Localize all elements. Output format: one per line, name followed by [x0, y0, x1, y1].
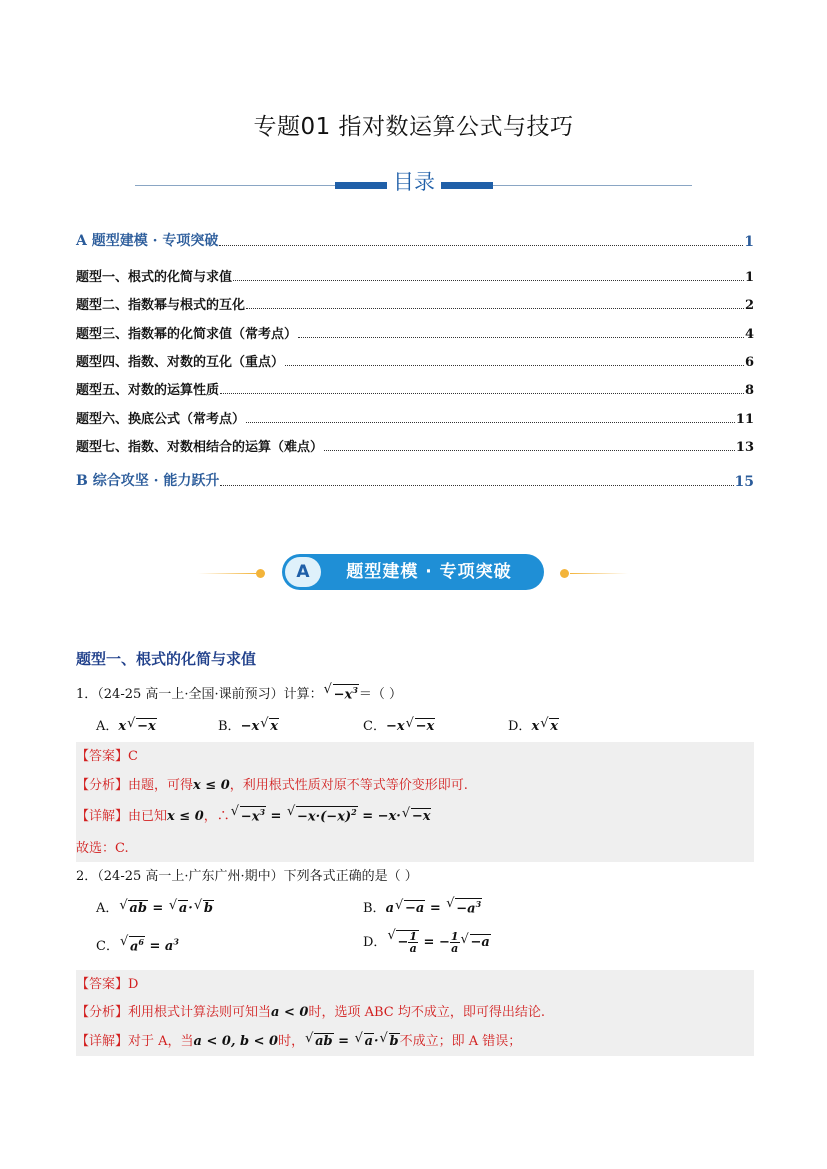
q1-stem-text: 1．（24-25 高一上·全国·课前预习）计算：	[76, 687, 323, 702]
toc-entry-text: 题型五、对数的运算性质	[76, 383, 220, 398]
section-title: 题型一、根式的化简与求值	[76, 650, 257, 668]
toc-entry-text: A 题型建模 · 专项突破	[76, 233, 219, 249]
toc-entry-page: 13	[735, 440, 754, 455]
toc-entry-text: 题型二、指数幂与根式的互化	[76, 298, 246, 313]
q2-option-d[interactable]: D．√ − $\frac{1}{a}$ = − $\frac{1}{a}$ √ −a	[363, 930, 491, 954]
toc-entry-text: 题型三、指数幂的化简求值（常考点）	[76, 327, 298, 342]
toc-entry[interactable]	[76, 323, 754, 342]
q1-detail: 【详解】由已知x ≤ 0，∴√ $-x^3$ = √ $-x\cdot(-x)^2 = -x\cdot√ -x$	[76, 805, 431, 824]
q1-conclusion: 故选：C.	[76, 841, 129, 856]
toc-entry-page: 1	[744, 270, 754, 285]
question-2-stem: 2．（24-25 高一上·广东广州·期中）下列各式正确的是（ ）	[76, 869, 418, 884]
section-banner	[198, 552, 628, 592]
banner-badge: A	[285, 557, 321, 587]
toc-entry[interactable]	[76, 294, 754, 313]
banner-text: 题型建模 · 专项突破	[346, 562, 512, 582]
banner-pill	[282, 554, 544, 590]
q1-analysis: 【分析】由题，可得x ≤ 0，利用根式性质对原不等式等价变形即可.	[76, 778, 468, 793]
toc-entry[interactable]	[76, 408, 754, 427]
toc-entry-text: 题型一、根式的化简与求值	[76, 270, 233, 285]
q1-option-d[interactable]: D．x√ x	[508, 715, 559, 734]
q1-stem-tail: ＝（ ）	[358, 687, 403, 702]
toc-entry-page: 15	[734, 474, 754, 490]
q2-answer: 【答案】D	[76, 977, 139, 992]
q1-answer-block	[76, 742, 754, 862]
toc-entry-page: 2	[744, 298, 754, 313]
q2-detail: 【详解】对于 A，当a < 0, b < 0时，√ ab = √ a·√ b不成立；即 A 错误；	[76, 1030, 521, 1049]
toc-entry-text: 题型七、指数、对数相结合的运算（难点）	[76, 440, 324, 455]
toc-entry-page: 8	[744, 383, 754, 398]
toc-entry-page: 4	[744, 327, 754, 342]
toc-entry[interactable]	[76, 230, 754, 250]
q1-option-b[interactable]: B．−x√ x	[218, 715, 279, 734]
toc-entry[interactable]	[76, 266, 754, 285]
page-title: 专题01 指对数运算公式与技巧	[253, 114, 574, 140]
toc-entry[interactable]	[76, 379, 754, 398]
q1-option-a[interactable]: A．x√ −x	[96, 715, 157, 734]
q2-analysis: 【分析】利用根式计算法则可知当a < 0时，选项 ABC 均不成立，即可得出结论.	[76, 1005, 545, 1020]
q2-option-c[interactable]: C．√ $a^6 = a^3$	[96, 935, 179, 954]
q2-option-a[interactable]: A．√ ab = √ a·√ b	[96, 897, 214, 916]
q2-option-b[interactable]: B．a√ −a = √ $-a^3$	[363, 897, 482, 916]
q1-answer: 【答案】C	[76, 749, 138, 764]
toc-entry-page: 11	[735, 412, 754, 427]
toc-entry-text: B 综合攻坚 · 能力跃升	[76, 473, 220, 489]
toc-entry[interactable]	[76, 436, 754, 455]
toc-entry-text: 题型六、换底公式（常考点）	[76, 412, 246, 427]
toc-entry-text: 题型四、指数、对数的互化（重点）	[76, 355, 285, 370]
banner-dot-left	[256, 569, 265, 578]
toc-heading	[135, 166, 692, 202]
banner-dot-right	[560, 569, 569, 578]
toc-entry[interactable]	[76, 351, 754, 370]
q1-option-c[interactable]: C．−x√ −x	[363, 715, 435, 734]
q2-answer-block	[76, 970, 754, 1056]
question-1-stem: 1．（24-25 高一上·全国·课前预习）计算：√ $-x^3=$（ ）	[76, 683, 402, 702]
toc-heading-label: 目录	[393, 170, 435, 194]
toc-entry-page: 6	[744, 355, 754, 370]
toc-entry[interactable]	[76, 470, 754, 490]
toc-entry-page: 1	[744, 234, 754, 250]
